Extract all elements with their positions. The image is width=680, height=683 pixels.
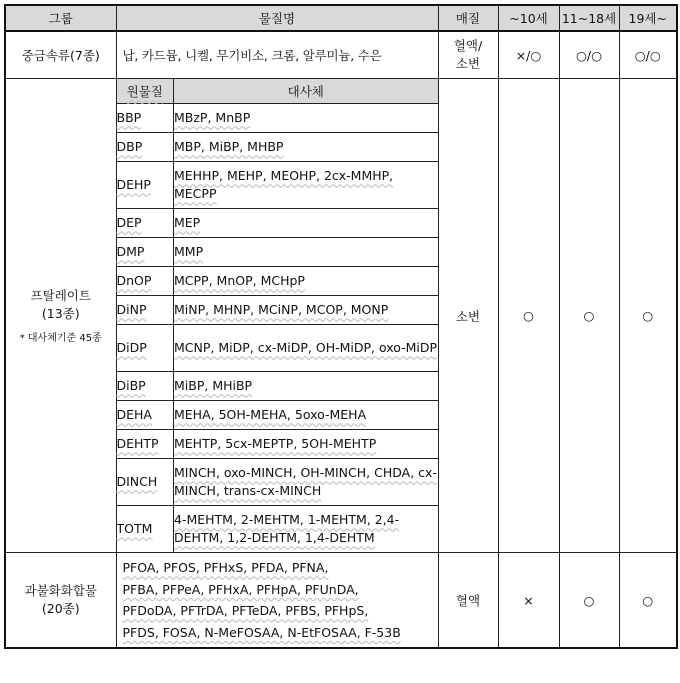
phthalate-row xyxy=(117,506,438,553)
inner-header-metabolite: 대사체 xyxy=(174,79,438,104)
phthalate-parent-label: TOTM xyxy=(116,521,153,536)
pfas-line: PFDoDA, PFTrDA, PFTeDA, PFBS, PFHpS, xyxy=(122,603,369,618)
metals-matrix-line2: 소변 xyxy=(455,56,481,71)
metals-matrix-line1: 혈액/ xyxy=(453,38,483,53)
phthalate-parent xyxy=(117,209,174,238)
phthalate-parent xyxy=(117,296,174,325)
phthalates-group xyxy=(5,79,116,553)
phthalate-parent xyxy=(117,506,174,553)
phthalate-metabolites xyxy=(174,459,438,506)
phthalates-inner-table xyxy=(117,79,438,552)
phthalate-metabolites xyxy=(174,133,438,162)
phthalate-metabolites-label: MEHHP, MEHP, MEOHP, 2cx-MMHP, MECPP xyxy=(174,168,394,201)
header-matrix: 매질 xyxy=(438,5,498,31)
phthalate-metabolites-label: MCNP, MiDP, cx-MiDP, OH-MiDP, oxo-MiDP xyxy=(174,340,438,355)
pfas-matrix: 혈액 xyxy=(438,553,498,649)
phthalate-parent xyxy=(117,133,174,162)
header-substance: 물질명 xyxy=(116,5,438,31)
inner-header-parent: 원물질 xyxy=(117,79,174,104)
pfas-row xyxy=(5,553,677,649)
phthalates-group-name: 프탈레이트 xyxy=(30,288,91,303)
phthalate-parent-label: DiDP xyxy=(116,340,147,355)
phthalate-metabolites xyxy=(174,401,438,430)
phthalate-metabolites-label: MEHTP, 5cx-MEPTP, 5OH-MEHTP xyxy=(174,436,377,451)
phthalate-row xyxy=(117,459,438,506)
phthalate-parent xyxy=(117,459,174,506)
phthalate-metabolites-label: MINCH, oxo-MINCH, OH-MINCH, CHDA, cx-MINCH, trans-cx-MINCH xyxy=(174,465,437,498)
phthalate-row xyxy=(117,267,438,296)
phthalate-parent xyxy=(117,430,174,459)
phthalate-metabolites xyxy=(174,372,438,401)
header-age-19-plus: 19세~ xyxy=(619,5,677,31)
phthalate-metabolites xyxy=(174,325,438,372)
phthalate-parent-label: DEHA xyxy=(116,407,152,422)
header-row xyxy=(5,5,677,31)
phthalate-metabolites xyxy=(174,267,438,296)
phthalate-row xyxy=(117,238,438,267)
phthalate-metabolites xyxy=(174,104,438,133)
phthalate-parent-label: DINCH xyxy=(116,474,158,489)
phthalate-row xyxy=(117,104,438,133)
phthalates-group-count: (13종) xyxy=(41,306,80,321)
pfas-line: PFBA, PFPeA, PFHxA, PFHpA, PFUnDA, xyxy=(122,581,359,597)
phthalates-matrix: 소변 xyxy=(438,79,498,553)
phthalate-parent xyxy=(117,325,174,372)
phthalate-metabolites-label: MEHA, 5OH-MEHA, 5oxo-MEHA xyxy=(174,407,367,422)
phthalate-parent xyxy=(117,104,174,133)
phthalate-row xyxy=(117,296,438,325)
phthalate-parent xyxy=(117,267,174,296)
phthalate-row xyxy=(117,401,438,430)
metals-row xyxy=(5,31,677,79)
header-age-under-10: ~10세 xyxy=(498,5,559,31)
phthalate-metabolites-label: MCPP, MnOP, MCHpP xyxy=(174,273,305,288)
phthalate-parent-label: DEHTP xyxy=(116,436,159,451)
phthalate-metabolites-label: MBzP, MnBP xyxy=(174,110,251,125)
metals-age-19-plus: ○/○ xyxy=(619,31,677,79)
phthalate-row xyxy=(117,133,438,162)
phthalate-parent-label: DEHP xyxy=(116,177,151,192)
phthalate-parent-label: DiBP xyxy=(116,378,146,393)
phthalate-parent-label: DEP xyxy=(116,215,142,230)
phthalates-substances xyxy=(116,79,438,553)
phthalate-metabolites-label: 4-MEHTM, 2-MEHTM, 1-MEHTM, 2,4-DEHTM, 1,2-DEHTM, 1,4-DEHTM xyxy=(174,512,400,545)
inner-header-row xyxy=(117,79,438,104)
phthalate-metabolites xyxy=(174,209,438,238)
phthalate-parent-label: DiNP xyxy=(116,302,147,317)
pfas-substances xyxy=(116,553,438,649)
header-age-11-18: 11~18세 xyxy=(559,5,619,31)
phthalate-parent-label: BBP xyxy=(116,110,142,125)
phthalate-row xyxy=(117,430,438,459)
phthalates-age-11-18: ○ xyxy=(559,79,619,553)
phthalate-metabolites xyxy=(174,506,438,553)
metals-matrix xyxy=(438,31,498,79)
phthalate-metabolites-label: MMP xyxy=(174,244,204,259)
phthalate-metabolites xyxy=(174,296,438,325)
header-group: 그룹 xyxy=(5,5,116,31)
pfas-group xyxy=(5,553,116,649)
phthalate-parent xyxy=(117,238,174,267)
phthalates-age-under-10: ○ xyxy=(498,79,559,553)
pfas-age-under-10: × xyxy=(498,553,559,649)
pfas-line: PFOA, PFOS, PFHxS, PFDA, PFNA, xyxy=(122,560,329,575)
phthalate-parent-label: DMP xyxy=(116,244,145,259)
metals-age-under-10: ×/○ xyxy=(498,31,559,79)
phthalate-metabolites xyxy=(174,430,438,459)
phthalates-group-note: * 대사체기준 45종 xyxy=(19,333,102,344)
phthalate-metabolites-label: MiBP, MHiBP xyxy=(174,378,253,393)
phthalate-parent xyxy=(117,401,174,430)
pfas-line: PFDS, FOSA, N-MeFOSAA, N-EtFOSAA, F-53B xyxy=(122,624,401,640)
metals-age-11-18: ○/○ xyxy=(559,31,619,79)
phthalate-row xyxy=(117,372,438,401)
pfas-age-19-plus: ○ xyxy=(619,553,677,649)
pfas-group-name: 과불화화합물 xyxy=(24,583,97,598)
phthalate-parent xyxy=(117,162,174,209)
metals-group: 중금속류(7종) xyxy=(5,31,116,79)
phthalate-row xyxy=(117,325,438,372)
phthalate-parent xyxy=(117,372,174,401)
phthalate-metabolites xyxy=(174,162,438,209)
phthalate-metabolites xyxy=(174,238,438,267)
phthalate-parent-label: DBP xyxy=(116,139,143,154)
metals-substances: 납, 카드뮴, 니켈, 무기비소, 크롬, 알루미늄, 수은 xyxy=(116,31,438,79)
phthalates-age-19-plus: ○ xyxy=(619,79,677,553)
phthalate-metabolites-label: MBP, MiBP, MHBP xyxy=(174,139,284,154)
pfas-group-count: (20종) xyxy=(41,601,80,616)
biomonitoring-table xyxy=(4,4,678,649)
phthalate-row xyxy=(117,209,438,238)
phthalate-row xyxy=(117,162,438,209)
phthalate-parent-label: DnOP xyxy=(116,273,152,288)
phthalate-metabolites-label: MiNP, MHNP, MCiNP, MCOP, MONP xyxy=(174,302,389,317)
phthalates-row xyxy=(5,79,677,553)
pfas-age-11-18: ○ xyxy=(559,553,619,649)
phthalate-metabolites-label: MEP xyxy=(174,215,201,230)
